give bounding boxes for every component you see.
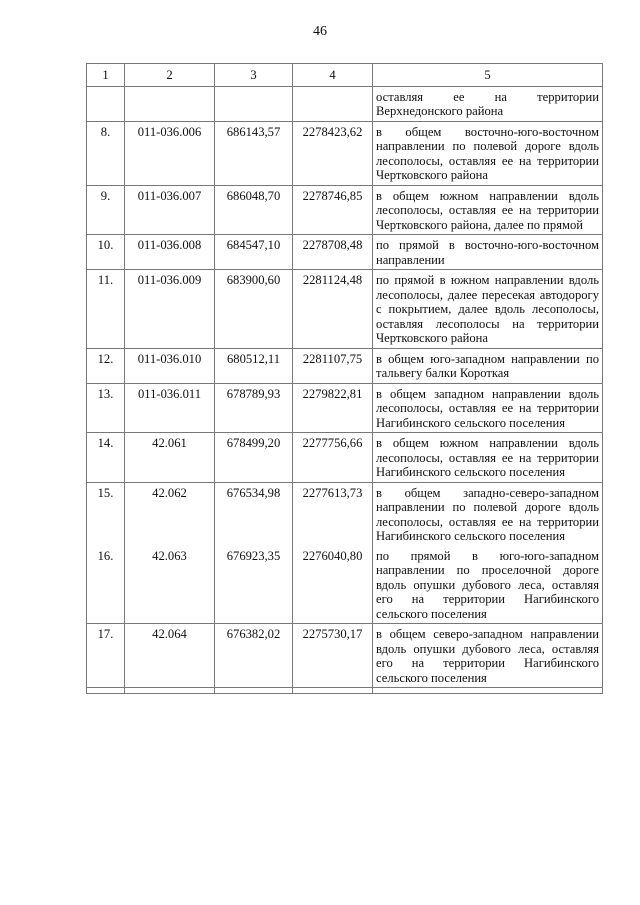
coordinate-y: 2278423,62 xyxy=(293,121,373,185)
coordinate-y: 2277613,73 xyxy=(293,482,373,546)
column-header: 4 xyxy=(293,64,373,87)
column-header: 1 xyxy=(87,64,125,87)
point-code xyxy=(125,86,215,121)
table-row xyxy=(87,482,603,546)
coordinate-y: 2276040,80 xyxy=(293,546,373,624)
boundary-description: в общем юго-западном направлении по тальвегу балки Короткая xyxy=(373,348,603,383)
point-code xyxy=(125,688,215,694)
row-number: 8. xyxy=(87,121,125,185)
row-number: 13. xyxy=(87,383,125,433)
coordinate-x: 680512,11 xyxy=(215,348,293,383)
boundary-description: в общем южном направлении вдоль лесополосы, оставляя ее на территории Нагибинского сельского поселения xyxy=(373,433,603,483)
point-code: 011-036.007 xyxy=(125,185,215,235)
coordinate-y: 2278746,85 xyxy=(293,185,373,235)
coordinate-y: 2275730,17 xyxy=(293,624,373,688)
table-row xyxy=(87,624,603,688)
row-number: 16. xyxy=(87,546,125,624)
coordinate-y: 2281107,75 xyxy=(293,348,373,383)
coordinate-y xyxy=(293,86,373,121)
table-row xyxy=(87,86,603,121)
table-row xyxy=(87,688,603,694)
row-number: 11. xyxy=(87,270,125,349)
boundary-description xyxy=(373,688,603,694)
table-row xyxy=(87,383,603,433)
row-number: 17. xyxy=(87,624,125,688)
coordinate-x xyxy=(215,86,293,121)
point-code: 011-036.006 xyxy=(125,121,215,185)
table-row xyxy=(87,185,603,235)
point-code: 011-036.009 xyxy=(125,270,215,349)
row-number: 12. xyxy=(87,348,125,383)
boundary-description: оставляя ее на территории Верхнедонского района xyxy=(373,86,603,121)
coordinate-x: 678789,93 xyxy=(215,383,293,433)
coordinate-y: 2281124,48 xyxy=(293,270,373,349)
table-row xyxy=(87,121,603,185)
column-header: 3 xyxy=(215,64,293,87)
point-code: 011-036.008 xyxy=(125,235,215,270)
column-header: 5 xyxy=(373,64,603,87)
coordinate-x: 676534,98 xyxy=(215,482,293,546)
row-number: 9. xyxy=(87,185,125,235)
coordinate-x: 676923,35 xyxy=(215,546,293,624)
coordinate-x: 683900,60 xyxy=(215,270,293,349)
table-row xyxy=(87,348,603,383)
table-row xyxy=(87,235,603,270)
coordinate-y xyxy=(293,688,373,694)
coordinate-x: 686143,57 xyxy=(215,121,293,185)
point-code: 42.061 xyxy=(125,433,215,483)
row-number: 10. xyxy=(87,235,125,270)
coordinate-y: 2279822,81 xyxy=(293,383,373,433)
boundary-description: в общем северо-западном направлении вдоль опушки дубового леса, оставляя его на территории Нагибинского сельского поселения xyxy=(373,624,603,688)
coordinate-x: 678499,20 xyxy=(215,433,293,483)
coordinate-x: 684547,10 xyxy=(215,235,293,270)
coordinate-y: 2277756,66 xyxy=(293,433,373,483)
table-header-row xyxy=(87,64,603,87)
table-row xyxy=(87,270,603,349)
boundary-description: в общем западно-северо-западном направлении по полевой дороге вдоль лесополосы, оставляя ее на территории Нагибинского сельского поселения xyxy=(373,482,603,546)
table-row xyxy=(87,433,603,483)
row-number: 14. xyxy=(87,433,125,483)
point-code: 42.064 xyxy=(125,624,215,688)
coordinate-x xyxy=(215,688,293,694)
point-code: 42.062 xyxy=(125,482,215,546)
table-row xyxy=(87,546,603,624)
boundary-table xyxy=(86,63,603,694)
boundary-description: в общем восточно-юго-восточном направлении по полевой дороге вдоль лесополосы, оставляя ее на территории Чертковского района xyxy=(373,121,603,185)
boundary-description: по прямой в юго-юго-западном направлении по проселочной дороге вдоль опушки дубового леса, оставляя его на территории Нагибинского сельского поселения xyxy=(373,546,603,624)
row-number: 15. xyxy=(87,482,125,546)
coordinate-x: 686048,70 xyxy=(215,185,293,235)
boundary-description: в общем южном направлении вдоль лесополосы, оставляя ее на территории Чертковского района, далее по прямой xyxy=(373,185,603,235)
boundary-description: по прямой в восточно-юго-восточном направлении xyxy=(373,235,603,270)
boundary-description: в общем западном направлении вдоль лесополосы, оставляя ее на территории Нагибинского сельского поселения xyxy=(373,383,603,433)
row-number xyxy=(87,688,125,694)
coordinate-y: 2278708,48 xyxy=(293,235,373,270)
boundary-description: по прямой в южном направлении вдоль лесополосы, далее пересекая автодорогу с покрытием, далее вдоль лесополосы, оставляя лесополосы на территории Чертковского района xyxy=(373,270,603,349)
row-number xyxy=(87,86,125,121)
page-number: 46 xyxy=(313,24,327,39)
column-header: 2 xyxy=(125,64,215,87)
point-code: 011-036.010 xyxy=(125,348,215,383)
coordinate-x: 676382,02 xyxy=(215,624,293,688)
point-code: 42.063 xyxy=(125,546,215,624)
point-code: 011-036.011 xyxy=(125,383,215,433)
